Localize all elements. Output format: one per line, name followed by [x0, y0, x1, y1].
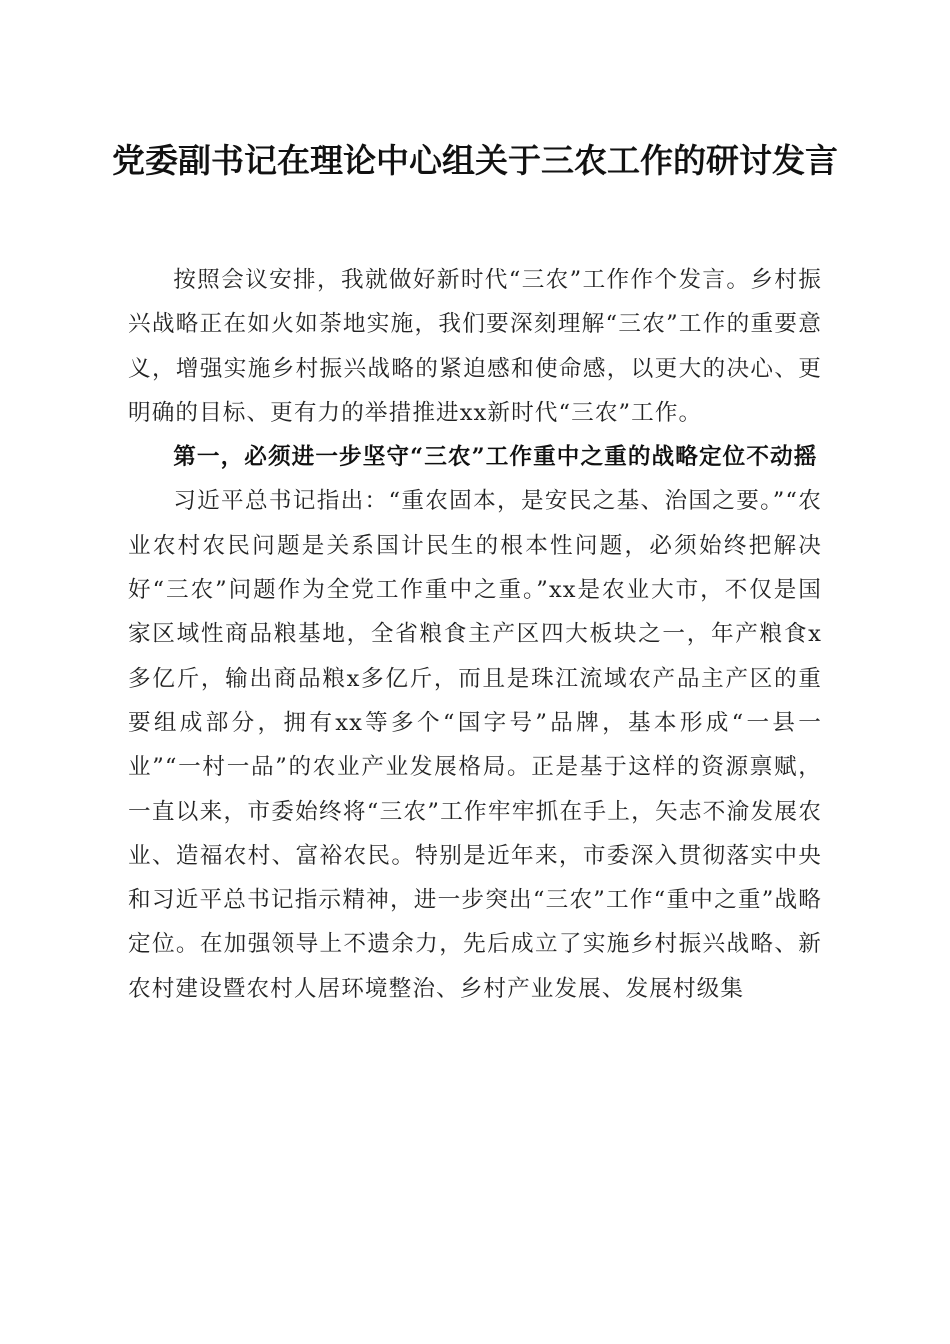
body-paragraph: 习近平总书记指出：“重农固本，是安民之基、治国之要。”“农业农村农民问题是关系国计民生的根本性问题，必须始终把解决好“三农”问题作为全党工作重中之重。”xx是农业大市，不仅是国家区域性商品粮基地，全省粮食主产区四大板块之一，年产粮食x多亿斤，输出商品粮x多亿斤，而且是珠江流域农产品主产区的重要组成部分，拥有xx等多个“国字号”品牌，基本形成“一县一业”“一村一品”的农业产业发展格局。正是基于这样的资源禀赋，一直以来，市委始终将“三农”工作牢牢抓在手上，矢志不渝发展农业、造福农村、富裕农民。特别是近年来，市委深入贯彻落实中央和习近平总书记指示精神，进一步突出“三农”工作“重中之重”战略定位。在加强领导上不遗余力，先后成立了实施乡村振兴战略、新农村建设暨农村人居环境整治、乡村产业发展、发展村级集: [128, 488, 822, 1002]
document-body: [128, 258, 822, 1011]
intro-paragraph: 按照会议安排，我就做好新时代“三农”工作作个发言。乡村振兴战略正在如火如荼地实施，我们要深刻理解“三农”工作的重要意义，增强实施乡村振兴战略的紧迫感和使命感，以更大的决心、更明确的目标、更有力的举措推进xx新时代“三农”工作。: [128, 267, 822, 426]
section-heading: 第一，必须进一步坚守“三农”工作重中之重的战略定位不动摇: [173, 444, 818, 471]
document-title: 党委副书记在理论中心组关于三农工作的研讨发言: [112, 141, 838, 180]
